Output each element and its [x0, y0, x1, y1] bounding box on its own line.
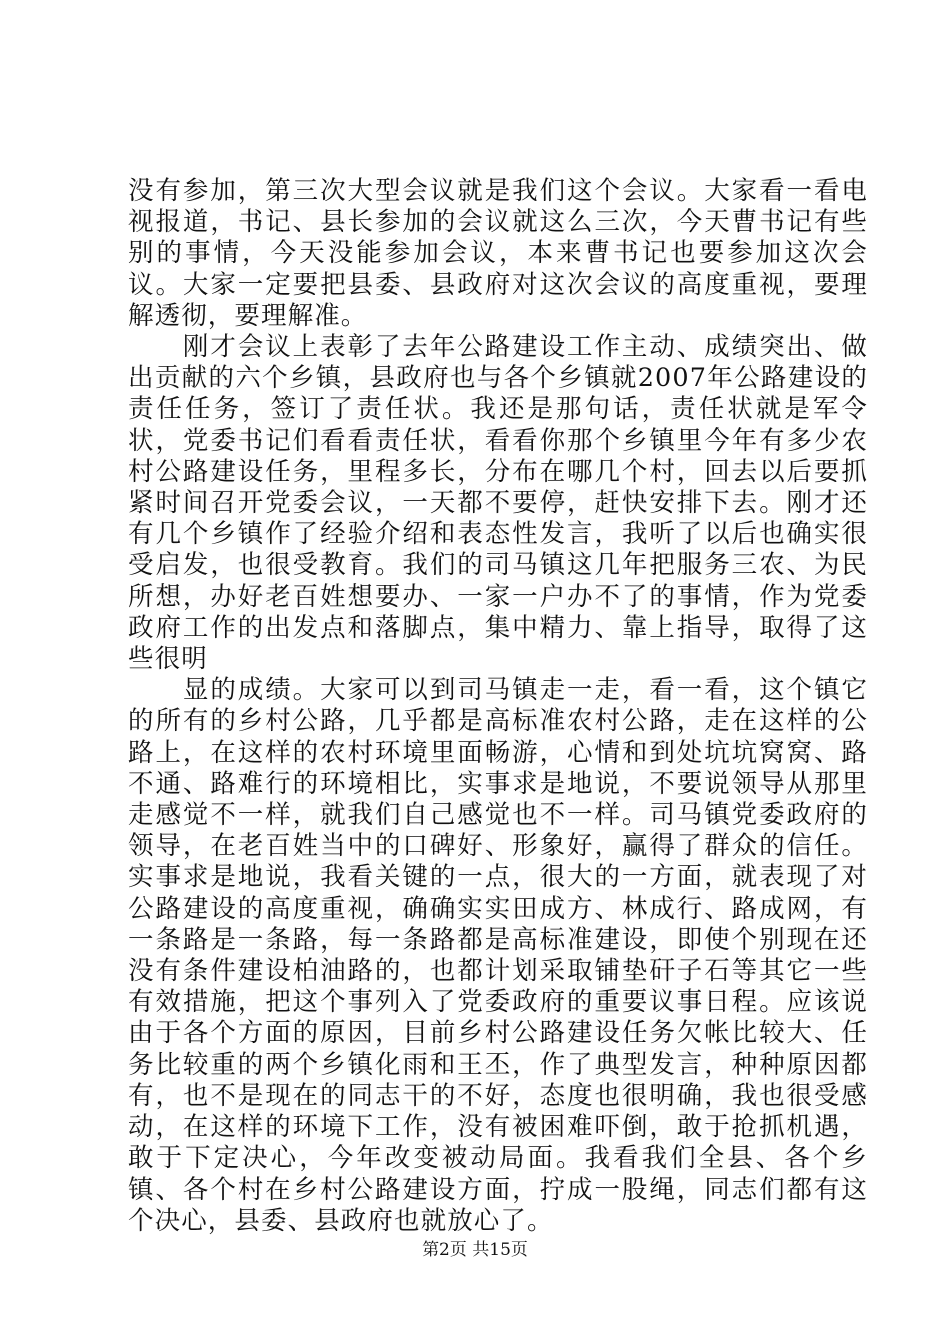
document-body [128, 176, 868, 1237]
page-number-footer: 第2页 共15页 [422, 1240, 528, 1260]
paragraph-1: 没有参加，第三次大型会议就是我们这个会议。大家看一看电视报道，书记、县长参加的会议就这么三次，今天曹书记有些别的事情，今天没能参加会议，本来曹书记也要参加这次会议。大家一定要把县委、县政府对这次会议的高度重视，要理解透彻，要理解准。 [128, 176, 868, 331]
paragraph-2: 刚才会议上表彰了去年公路建设工作主动、成绩突出、做出贡献的六个乡镇，县政府也与各个乡镇就2007年公路建设的责任任务，签订了责任状。我还是那句话，责任状就是军令状，党委书记们看看责任状，看看你那个乡镇里今年有多少农村公路建设任务，里程多长，分布在哪几个村，回去以后要抓紧时间召开党委会议，一天都不要停，赶快安排下去。刚才还有几个乡镇作了经验介绍和表态性发言，我听了以后也确实很受启发，也很受教育。我们的司马镇这几年把服务三农、为民所想，办好老百姓想要办、一家一户办不了的事情，作为党委政府工作的出发点和落脚点，集中精力、靠上指导，取得了这些很明 [128, 332, 868, 675]
paragraph-3: 显的成绩。大家可以到司马镇走一走，看一看，这个镇它的所有的乡村公路，几乎都是高标准农村公路，走在这样的公路上，在这样的农村环境里面畅游，心情和到处坑坑窝窝、路不通、路难行的环境相比，实事求是地说，不要说领导从那里走感觉不一样，就我们自己感觉也不一样。司马镇党委政府的领导，在老百姓当中的口碑好、形象好，赢得了群众的信任。实事求是地说，我看关键的一点，很大的一方面，就表现了对公路建设的高度重视，确确实实田成方、林成行、路成网，有一条路是一条路，每一条路都是高标准建设，即使个别现在还没有条件建设柏油路的，也都计划采取铺垫矸子石等其它一些有效措施，把这个事列入了党委政府的重要议事日程。应该说由于各个方面的原因，目前乡村公路建设任务欠帐比较大、任务比较重的两个乡镇化雨和王丕，作了典型发言，种种原因都有，也不是现在的同志干的不好，态度也很明确，我也很受感动，在这样的环境下工作，没有被困难吓倒，敢于抢抓机遇，敢于下定决心，今年改变被动局面。我看我们全县、各个乡镇、各个村在乡村公路建设方面，拧成一股绳，同志们都有这个决心，县委、县政府也就放心了。 [128, 675, 868, 1236]
